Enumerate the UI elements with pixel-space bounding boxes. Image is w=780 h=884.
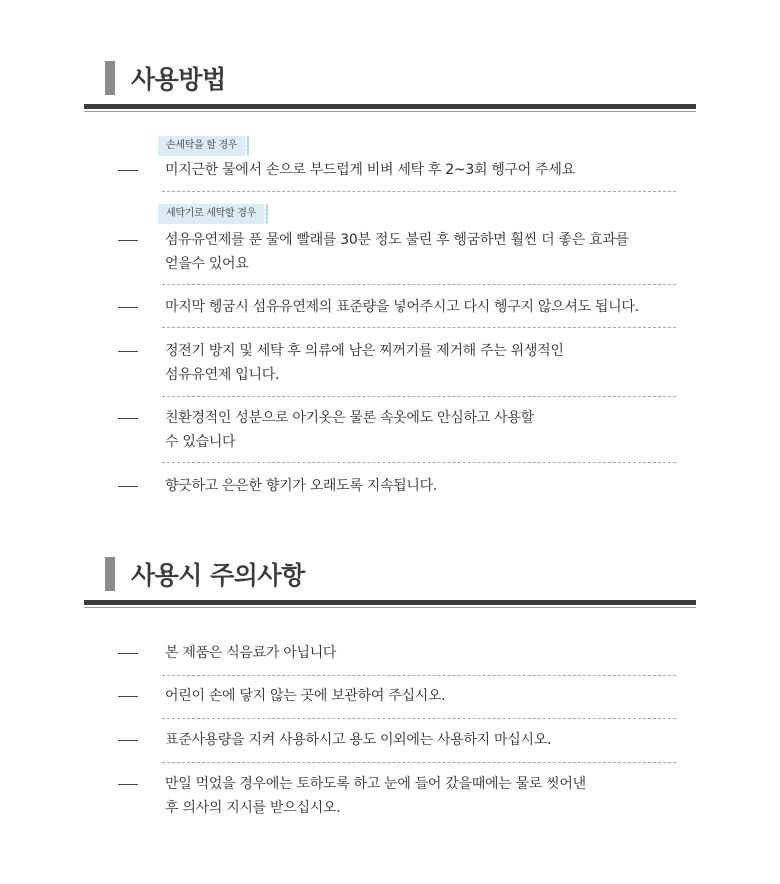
usage-item-6: 향긋하고 은은한 향기가 오래도록 지속됩니다. (165, 478, 438, 494)
separator (162, 191, 676, 192)
separator (162, 327, 676, 328)
usage-item-5: 친환경적인 성분으로 아기옷은 물론 속옷에도 안심하고 사용할 수 있습니다 (165, 410, 534, 450)
usage-title: 사용방법 (131, 65, 226, 94)
separator (162, 462, 676, 463)
caution-item-1: 본 제품은 식음료가 아닙니다 (165, 645, 337, 661)
usage-item-2: 섬유유연제를 푼 물에 빨래를 30분 정도 불린 후 헹굼하면 훨씬 더 좋은 효과를 얻을수 있어요 (165, 232, 629, 272)
heading-bar (105, 61, 115, 95)
caution-title: 사용시 주의사항 (131, 561, 305, 590)
separator (162, 396, 676, 397)
list-dash (118, 170, 138, 171)
list-dash (118, 351, 138, 352)
caution-heading (105, 556, 305, 592)
heading-bar (105, 557, 115, 591)
separator (162, 284, 676, 285)
list-dash (118, 784, 138, 785)
list-dash (118, 696, 138, 697)
usage-item-1: 미지근한 물에서 손으로 부드럽게 비벼 세탁 후 2~3회 헹구어 주세요 (165, 162, 575, 178)
list-dash (118, 653, 138, 654)
list-dash (118, 740, 138, 741)
separator (162, 718, 676, 719)
list-dash (118, 418, 138, 419)
separator (162, 675, 676, 676)
caution-heading-rule (84, 600, 696, 608)
hand-wash-tag: 손세탁을 할 경우 (158, 136, 247, 156)
usage-item-4: 정전기 방지 및 세탁 후 의류에 남은 찌꺼기를 제거해 주는 위생적인 섬유유연제 입니다. (165, 343, 564, 383)
list-dash (118, 307, 138, 308)
list-dash (118, 240, 138, 241)
list-dash (118, 486, 138, 487)
caution-item-2: 어린이 손에 닿지 않는 곳에 보관하여 주십시오. (165, 688, 446, 704)
usage-heading-rule (84, 104, 696, 112)
machine-wash-tag: 세탁기로 세탁할 경우 (158, 204, 266, 224)
separator (162, 762, 676, 763)
caution-item-4: 만일 먹었을 경우에는 토하도록 하고 눈에 들어 갔을때에는 물로 씻어낸 후 의사의 지시를 받으십시오. (165, 776, 586, 816)
caution-item-3: 표준사용량을 지켜 사용하시고 용도 이외에는 사용하지 마십시오. (165, 732, 552, 748)
usage-item-3: 마지막 헹굼시 섬유유연제의 표준량을 넣어주시고 다시 헹구지 않으셔도 됩니다. (165, 299, 639, 315)
usage-heading (105, 60, 226, 96)
